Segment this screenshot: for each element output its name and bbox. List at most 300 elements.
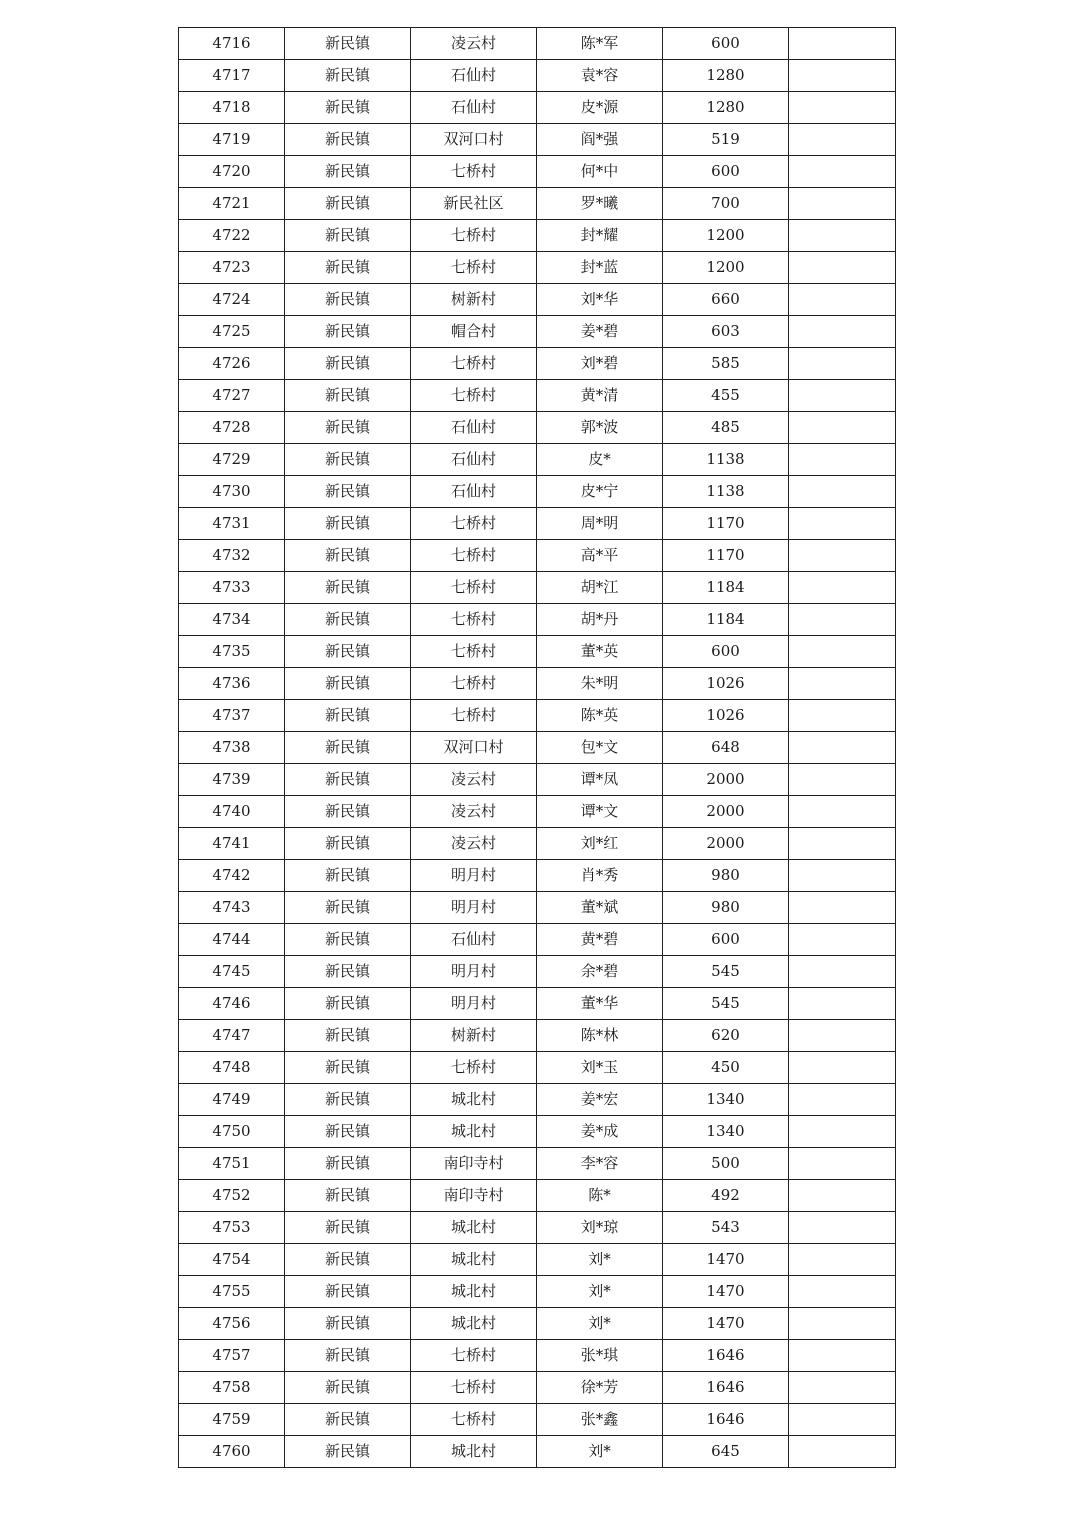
roster-table bbox=[178, 27, 896, 1468]
note-cell bbox=[789, 636, 896, 668]
town-cell: 新民镇 bbox=[285, 284, 411, 316]
amount-cell: 980 bbox=[663, 892, 789, 924]
row-number-cell: 4721 bbox=[179, 188, 285, 220]
row-number-cell: 4748 bbox=[179, 1052, 285, 1084]
amount-cell: 660 bbox=[663, 284, 789, 316]
amount-cell: 1470 bbox=[663, 1308, 789, 1340]
row-number-cell: 4738 bbox=[179, 732, 285, 764]
table-row bbox=[179, 668, 896, 700]
name-cell: 袁*容 bbox=[537, 60, 663, 92]
name-cell: 余*碧 bbox=[537, 956, 663, 988]
amount-cell: 1026 bbox=[663, 700, 789, 732]
row-number-cell: 4727 bbox=[179, 380, 285, 412]
note-cell bbox=[789, 892, 896, 924]
note-cell bbox=[789, 1436, 896, 1468]
note-cell bbox=[789, 988, 896, 1020]
note-cell bbox=[789, 284, 896, 316]
note-cell bbox=[789, 1244, 896, 1276]
village-cell: 石仙村 bbox=[411, 412, 537, 444]
note-cell bbox=[789, 924, 896, 956]
row-number-cell: 4751 bbox=[179, 1148, 285, 1180]
name-cell: 姜*碧 bbox=[537, 316, 663, 348]
row-number-cell: 4729 bbox=[179, 444, 285, 476]
amount-cell: 455 bbox=[663, 380, 789, 412]
amount-cell: 1200 bbox=[663, 220, 789, 252]
name-cell: 陈*军 bbox=[537, 28, 663, 60]
amount-cell: 600 bbox=[663, 924, 789, 956]
row-number-cell: 4723 bbox=[179, 252, 285, 284]
row-number-cell: 4717 bbox=[179, 60, 285, 92]
village-cell: 凌云村 bbox=[411, 796, 537, 828]
table-row bbox=[179, 1404, 896, 1436]
note-cell bbox=[789, 828, 896, 860]
table-row bbox=[179, 1180, 896, 1212]
village-cell: 城北村 bbox=[411, 1308, 537, 1340]
note-cell bbox=[789, 1116, 896, 1148]
village-cell: 七桥村 bbox=[411, 572, 537, 604]
row-number-cell: 4756 bbox=[179, 1308, 285, 1340]
village-cell: 城北村 bbox=[411, 1084, 537, 1116]
row-number-cell: 4758 bbox=[179, 1372, 285, 1404]
note-cell bbox=[789, 124, 896, 156]
village-cell: 七桥村 bbox=[411, 508, 537, 540]
note-cell bbox=[789, 764, 896, 796]
amount-cell: 1184 bbox=[663, 604, 789, 636]
amount-cell: 1646 bbox=[663, 1372, 789, 1404]
note-cell bbox=[789, 412, 896, 444]
table-row bbox=[179, 1340, 896, 1372]
table-row bbox=[179, 828, 896, 860]
town-cell: 新民镇 bbox=[285, 636, 411, 668]
amount-cell: 603 bbox=[663, 316, 789, 348]
note-cell bbox=[789, 956, 896, 988]
note-cell bbox=[789, 1276, 896, 1308]
village-cell: 城北村 bbox=[411, 1276, 537, 1308]
table-row bbox=[179, 1020, 896, 1052]
name-cell: 胡*丹 bbox=[537, 604, 663, 636]
note-cell bbox=[789, 1180, 896, 1212]
table-row bbox=[179, 316, 896, 348]
table-row bbox=[179, 604, 896, 636]
town-cell: 新民镇 bbox=[285, 924, 411, 956]
amount-cell: 600 bbox=[663, 636, 789, 668]
row-number-cell: 4732 bbox=[179, 540, 285, 572]
village-cell: 七桥村 bbox=[411, 156, 537, 188]
table-row bbox=[179, 796, 896, 828]
amount-cell: 648 bbox=[663, 732, 789, 764]
name-cell: 包*文 bbox=[537, 732, 663, 764]
amount-cell: 1470 bbox=[663, 1244, 789, 1276]
village-cell: 七桥村 bbox=[411, 604, 537, 636]
note-cell bbox=[789, 1308, 896, 1340]
name-cell: 刘*华 bbox=[537, 284, 663, 316]
village-cell: 明月村 bbox=[411, 860, 537, 892]
row-number-cell: 4750 bbox=[179, 1116, 285, 1148]
note-cell bbox=[789, 796, 896, 828]
town-cell: 新民镇 bbox=[285, 188, 411, 220]
row-number-cell: 4742 bbox=[179, 860, 285, 892]
name-cell: 张*鑫 bbox=[537, 1404, 663, 1436]
table-row bbox=[179, 540, 896, 572]
name-cell: 刘*红 bbox=[537, 828, 663, 860]
name-cell: 刘*玉 bbox=[537, 1052, 663, 1084]
row-number-cell: 4752 bbox=[179, 1180, 285, 1212]
village-cell: 石仙村 bbox=[411, 476, 537, 508]
amount-cell: 1646 bbox=[663, 1340, 789, 1372]
town-cell: 新民镇 bbox=[285, 60, 411, 92]
name-cell: 陈*林 bbox=[537, 1020, 663, 1052]
amount-cell: 1280 bbox=[663, 92, 789, 124]
note-cell bbox=[789, 220, 896, 252]
name-cell: 朱*明 bbox=[537, 668, 663, 700]
village-cell: 明月村 bbox=[411, 988, 537, 1020]
name-cell: 黄*清 bbox=[537, 380, 663, 412]
village-cell: 凌云村 bbox=[411, 28, 537, 60]
amount-cell: 1170 bbox=[663, 508, 789, 540]
note-cell bbox=[789, 732, 896, 764]
town-cell: 新民镇 bbox=[285, 668, 411, 700]
amount-cell: 1280 bbox=[663, 60, 789, 92]
note-cell bbox=[789, 604, 896, 636]
table-row bbox=[179, 412, 896, 444]
row-number-cell: 4760 bbox=[179, 1436, 285, 1468]
village-cell: 七桥村 bbox=[411, 220, 537, 252]
table-row bbox=[179, 1436, 896, 1468]
amount-cell: 1340 bbox=[663, 1084, 789, 1116]
name-cell: 姜*成 bbox=[537, 1116, 663, 1148]
amount-cell: 600 bbox=[663, 156, 789, 188]
name-cell: 董*英 bbox=[537, 636, 663, 668]
village-cell: 明月村 bbox=[411, 956, 537, 988]
table-row bbox=[179, 892, 896, 924]
note-cell bbox=[789, 1148, 896, 1180]
amount-cell: 980 bbox=[663, 860, 789, 892]
table-row bbox=[179, 124, 896, 156]
note-cell bbox=[789, 60, 896, 92]
village-cell: 南印寺村 bbox=[411, 1180, 537, 1212]
row-number-cell: 4744 bbox=[179, 924, 285, 956]
amount-cell: 450 bbox=[663, 1052, 789, 1084]
row-number-cell: 4743 bbox=[179, 892, 285, 924]
name-cell: 高*平 bbox=[537, 540, 663, 572]
note-cell bbox=[789, 316, 896, 348]
village-cell: 城北村 bbox=[411, 1436, 537, 1468]
town-cell: 新民镇 bbox=[285, 1180, 411, 1212]
note-cell bbox=[789, 476, 896, 508]
village-cell: 石仙村 bbox=[411, 444, 537, 476]
name-cell: 刘*琼 bbox=[537, 1212, 663, 1244]
name-cell: 谭*凤 bbox=[537, 764, 663, 796]
amount-cell: 1170 bbox=[663, 540, 789, 572]
note-cell bbox=[789, 444, 896, 476]
table-row bbox=[179, 444, 896, 476]
amount-cell: 2000 bbox=[663, 764, 789, 796]
name-cell: 肖*秀 bbox=[537, 860, 663, 892]
amount-cell: 1340 bbox=[663, 1116, 789, 1148]
name-cell: 陈*英 bbox=[537, 700, 663, 732]
village-cell: 七桥村 bbox=[411, 540, 537, 572]
village-cell: 石仙村 bbox=[411, 924, 537, 956]
town-cell: 新民镇 bbox=[285, 572, 411, 604]
table-row bbox=[179, 156, 896, 188]
table-row bbox=[179, 572, 896, 604]
village-cell: 凌云村 bbox=[411, 828, 537, 860]
row-number-cell: 4753 bbox=[179, 1212, 285, 1244]
row-number-cell: 4747 bbox=[179, 1020, 285, 1052]
town-cell: 新民镇 bbox=[285, 764, 411, 796]
name-cell: 徐*芳 bbox=[537, 1372, 663, 1404]
village-cell: 明月村 bbox=[411, 892, 537, 924]
name-cell: 周*明 bbox=[537, 508, 663, 540]
town-cell: 新民镇 bbox=[285, 252, 411, 284]
table-row bbox=[179, 764, 896, 796]
name-cell: 封*蓝 bbox=[537, 252, 663, 284]
village-cell: 城北村 bbox=[411, 1116, 537, 1148]
name-cell: 郭*波 bbox=[537, 412, 663, 444]
table-row bbox=[179, 988, 896, 1020]
village-cell: 七桥村 bbox=[411, 1052, 537, 1084]
table-row bbox=[179, 28, 896, 60]
name-cell: 刘* bbox=[537, 1308, 663, 1340]
town-cell: 新民镇 bbox=[285, 732, 411, 764]
table-row bbox=[179, 476, 896, 508]
note-cell bbox=[789, 188, 896, 220]
town-cell: 新民镇 bbox=[285, 1020, 411, 1052]
row-number-cell: 4749 bbox=[179, 1084, 285, 1116]
village-cell: 七桥村 bbox=[411, 380, 537, 412]
amount-cell: 1646 bbox=[663, 1404, 789, 1436]
row-number-cell: 4759 bbox=[179, 1404, 285, 1436]
table-row bbox=[179, 220, 896, 252]
amount-cell: 1200 bbox=[663, 252, 789, 284]
table-row bbox=[179, 92, 896, 124]
document-page bbox=[178, 27, 896, 1468]
town-cell: 新民镇 bbox=[285, 444, 411, 476]
amount-cell: 700 bbox=[663, 188, 789, 220]
table-row bbox=[179, 284, 896, 316]
note-cell bbox=[789, 252, 896, 284]
amount-cell: 485 bbox=[663, 412, 789, 444]
row-number-cell: 4736 bbox=[179, 668, 285, 700]
note-cell bbox=[789, 1084, 896, 1116]
table-row bbox=[179, 1084, 896, 1116]
table-row bbox=[179, 1308, 896, 1340]
village-cell: 凌云村 bbox=[411, 764, 537, 796]
town-cell: 新民镇 bbox=[285, 1148, 411, 1180]
roster-table-body bbox=[179, 28, 896, 1468]
name-cell: 皮*宁 bbox=[537, 476, 663, 508]
town-cell: 新民镇 bbox=[285, 796, 411, 828]
note-cell bbox=[789, 380, 896, 412]
name-cell: 皮* bbox=[537, 444, 663, 476]
row-number-cell: 4730 bbox=[179, 476, 285, 508]
town-cell: 新民镇 bbox=[285, 220, 411, 252]
village-cell: 石仙村 bbox=[411, 60, 537, 92]
amount-cell: 543 bbox=[663, 1212, 789, 1244]
name-cell: 刘* bbox=[537, 1436, 663, 1468]
amount-cell: 1138 bbox=[663, 444, 789, 476]
note-cell bbox=[789, 1404, 896, 1436]
town-cell: 新民镇 bbox=[285, 156, 411, 188]
table-row bbox=[179, 1244, 896, 1276]
village-cell: 树新村 bbox=[411, 1020, 537, 1052]
village-cell: 城北村 bbox=[411, 1212, 537, 1244]
row-number-cell: 4740 bbox=[179, 796, 285, 828]
village-cell: 七桥村 bbox=[411, 636, 537, 668]
village-cell: 双河口村 bbox=[411, 124, 537, 156]
note-cell bbox=[789, 508, 896, 540]
village-cell: 七桥村 bbox=[411, 668, 537, 700]
row-number-cell: 4719 bbox=[179, 124, 285, 156]
name-cell: 谭*文 bbox=[537, 796, 663, 828]
amount-cell: 2000 bbox=[663, 828, 789, 860]
amount-cell: 585 bbox=[663, 348, 789, 380]
note-cell bbox=[789, 1052, 896, 1084]
town-cell: 新民镇 bbox=[285, 604, 411, 636]
row-number-cell: 4724 bbox=[179, 284, 285, 316]
name-cell: 刘*碧 bbox=[537, 348, 663, 380]
row-number-cell: 4735 bbox=[179, 636, 285, 668]
row-number-cell: 4737 bbox=[179, 700, 285, 732]
village-cell: 石仙村 bbox=[411, 92, 537, 124]
town-cell: 新民镇 bbox=[285, 892, 411, 924]
amount-cell: 1184 bbox=[663, 572, 789, 604]
note-cell bbox=[789, 348, 896, 380]
table-row bbox=[179, 732, 896, 764]
town-cell: 新民镇 bbox=[285, 1244, 411, 1276]
village-cell: 七桥村 bbox=[411, 348, 537, 380]
note-cell bbox=[789, 92, 896, 124]
town-cell: 新民镇 bbox=[285, 1308, 411, 1340]
table-row bbox=[179, 636, 896, 668]
name-cell: 刘* bbox=[537, 1276, 663, 1308]
row-number-cell: 4716 bbox=[179, 28, 285, 60]
amount-cell: 620 bbox=[663, 1020, 789, 1052]
note-cell bbox=[789, 572, 896, 604]
row-number-cell: 4722 bbox=[179, 220, 285, 252]
row-number-cell: 4720 bbox=[179, 156, 285, 188]
row-number-cell: 4745 bbox=[179, 956, 285, 988]
town-cell: 新民镇 bbox=[285, 988, 411, 1020]
table-row bbox=[179, 508, 896, 540]
note-cell bbox=[789, 668, 896, 700]
town-cell: 新民镇 bbox=[285, 540, 411, 572]
note-cell bbox=[789, 860, 896, 892]
row-number-cell: 4754 bbox=[179, 1244, 285, 1276]
town-cell: 新民镇 bbox=[285, 28, 411, 60]
row-number-cell: 4726 bbox=[179, 348, 285, 380]
amount-cell: 645 bbox=[663, 1436, 789, 1468]
village-cell: 七桥村 bbox=[411, 252, 537, 284]
name-cell: 陈* bbox=[537, 1180, 663, 1212]
village-cell: 南印寺村 bbox=[411, 1148, 537, 1180]
table-row bbox=[179, 188, 896, 220]
town-cell: 新民镇 bbox=[285, 124, 411, 156]
row-number-cell: 4757 bbox=[179, 1340, 285, 1372]
name-cell: 黄*碧 bbox=[537, 924, 663, 956]
note-cell bbox=[789, 540, 896, 572]
town-cell: 新民镇 bbox=[285, 380, 411, 412]
town-cell: 新民镇 bbox=[285, 860, 411, 892]
row-number-cell: 4733 bbox=[179, 572, 285, 604]
town-cell: 新民镇 bbox=[285, 1340, 411, 1372]
village-cell: 七桥村 bbox=[411, 1340, 537, 1372]
table-row bbox=[179, 380, 896, 412]
table-row bbox=[179, 956, 896, 988]
town-cell: 新民镇 bbox=[285, 1212, 411, 1244]
note-cell bbox=[789, 28, 896, 60]
village-cell: 城北村 bbox=[411, 1244, 537, 1276]
amount-cell: 545 bbox=[663, 956, 789, 988]
town-cell: 新民镇 bbox=[285, 1276, 411, 1308]
table-row bbox=[179, 348, 896, 380]
village-cell: 七桥村 bbox=[411, 700, 537, 732]
row-number-cell: 4746 bbox=[179, 988, 285, 1020]
amount-cell: 492 bbox=[663, 1180, 789, 1212]
name-cell: 何*中 bbox=[537, 156, 663, 188]
table-row bbox=[179, 1052, 896, 1084]
amount-cell: 1470 bbox=[663, 1276, 789, 1308]
name-cell: 刘* bbox=[537, 1244, 663, 1276]
table-row bbox=[179, 1212, 896, 1244]
table-row bbox=[179, 60, 896, 92]
table-row bbox=[179, 1276, 896, 1308]
amount-cell: 519 bbox=[663, 124, 789, 156]
row-number-cell: 4731 bbox=[179, 508, 285, 540]
town-cell: 新民镇 bbox=[285, 412, 411, 444]
village-cell: 七桥村 bbox=[411, 1372, 537, 1404]
town-cell: 新民镇 bbox=[285, 1372, 411, 1404]
amount-cell: 2000 bbox=[663, 796, 789, 828]
town-cell: 新民镇 bbox=[285, 700, 411, 732]
name-cell: 董*斌 bbox=[537, 892, 663, 924]
name-cell: 张*琪 bbox=[537, 1340, 663, 1372]
amount-cell: 500 bbox=[663, 1148, 789, 1180]
note-cell bbox=[789, 1340, 896, 1372]
note-cell bbox=[789, 156, 896, 188]
village-cell: 树新村 bbox=[411, 284, 537, 316]
town-cell: 新民镇 bbox=[285, 316, 411, 348]
town-cell: 新民镇 bbox=[285, 476, 411, 508]
row-number-cell: 4755 bbox=[179, 1276, 285, 1308]
name-cell: 封*耀 bbox=[537, 220, 663, 252]
town-cell: 新民镇 bbox=[285, 956, 411, 988]
town-cell: 新民镇 bbox=[285, 828, 411, 860]
table-row bbox=[179, 1116, 896, 1148]
amount-cell: 545 bbox=[663, 988, 789, 1020]
row-number-cell: 4728 bbox=[179, 412, 285, 444]
village-cell: 新民社区 bbox=[411, 188, 537, 220]
note-cell bbox=[789, 1212, 896, 1244]
table-row bbox=[179, 700, 896, 732]
name-cell: 皮*源 bbox=[537, 92, 663, 124]
table-row bbox=[179, 860, 896, 892]
town-cell: 新民镇 bbox=[285, 1116, 411, 1148]
amount-cell: 600 bbox=[663, 28, 789, 60]
note-cell bbox=[789, 1372, 896, 1404]
note-cell bbox=[789, 1020, 896, 1052]
row-number-cell: 4739 bbox=[179, 764, 285, 796]
name-cell: 阎*强 bbox=[537, 124, 663, 156]
town-cell: 新民镇 bbox=[285, 348, 411, 380]
name-cell: 姜*宏 bbox=[537, 1084, 663, 1116]
amount-cell: 1138 bbox=[663, 476, 789, 508]
town-cell: 新民镇 bbox=[285, 1404, 411, 1436]
name-cell: 李*容 bbox=[537, 1148, 663, 1180]
village-cell: 双河口村 bbox=[411, 732, 537, 764]
table-row bbox=[179, 1372, 896, 1404]
name-cell: 董*华 bbox=[537, 988, 663, 1020]
